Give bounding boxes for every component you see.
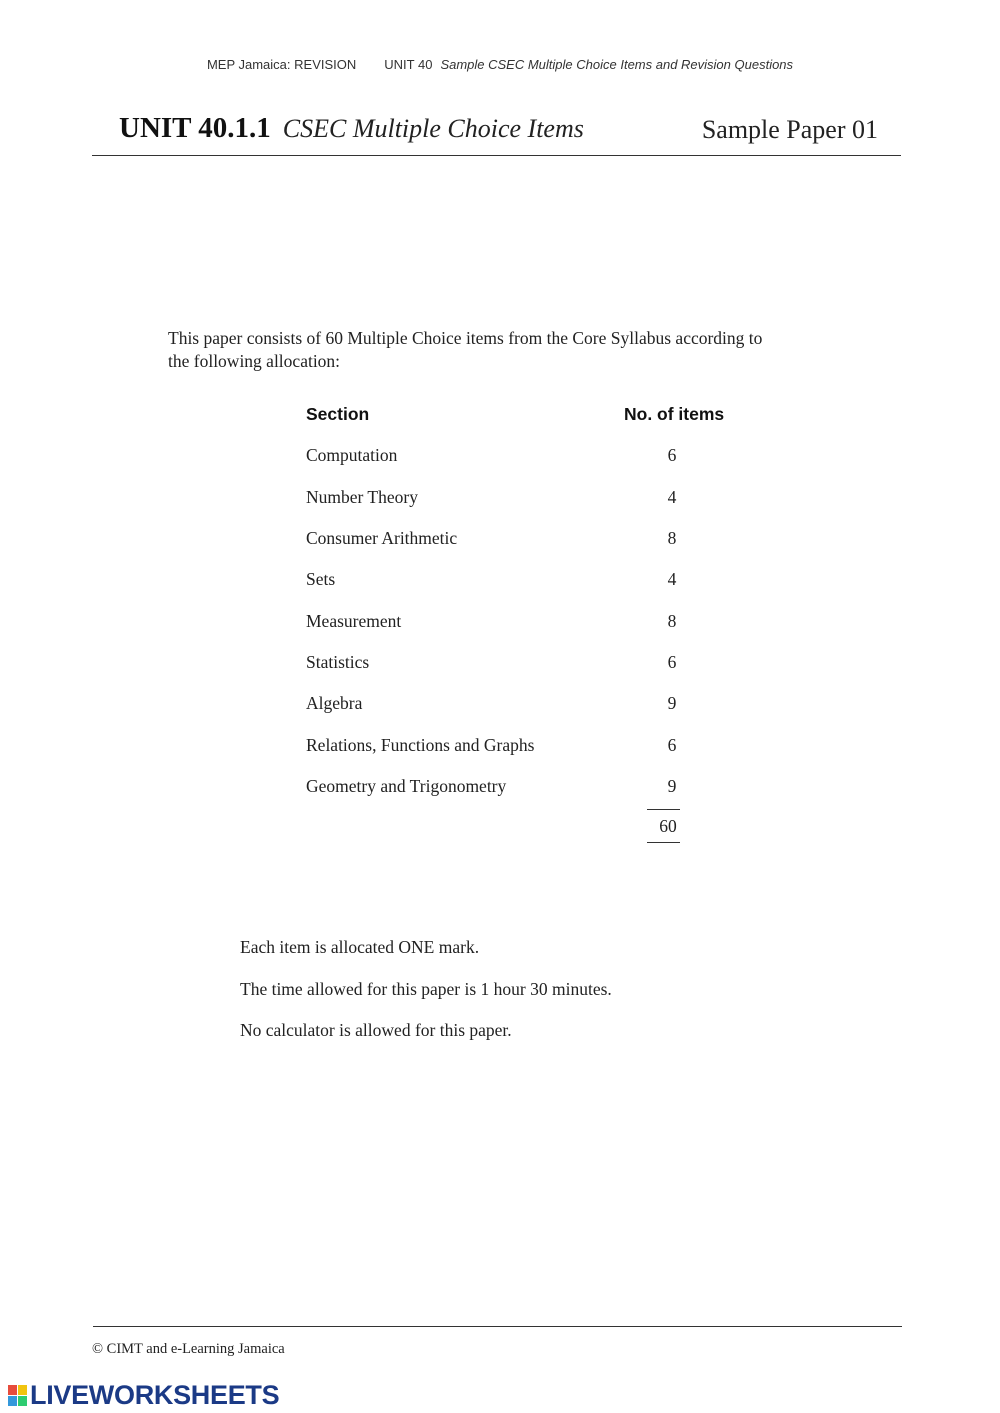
table-row [306, 445, 746, 469]
paper-name: Sample Paper 01 [701, 115, 878, 144]
item-count: 6 [667, 652, 677, 672]
table-row [306, 652, 746, 676]
section-name: Computation [306, 445, 398, 465]
table-row [306, 693, 746, 717]
table-row [306, 611, 746, 635]
intro-paragraph [168, 327, 828, 373]
unit-title: CSEC Multiple Choice Items [282, 114, 584, 143]
item-count: 6 [667, 445, 677, 465]
note-marks: Each item is allocated ONE mark. [240, 937, 480, 957]
table-row [306, 487, 746, 511]
table-row [306, 569, 746, 593]
item-count: 8 [667, 611, 677, 631]
running-header [0, 57, 1000, 72]
liveworksheets-logo [8, 1380, 279, 1410]
total-rule-top [647, 809, 680, 810]
section-name: Geometry and Trigonometry [306, 776, 507, 796]
item-count: 6 [667, 735, 677, 755]
page-title [119, 112, 584, 145]
section-column-header: Section [306, 404, 370, 424]
table-row [306, 735, 746, 759]
items-column-header: No. of items [624, 404, 725, 424]
blocks-icon [8, 1385, 28, 1407]
table-row [306, 528, 746, 552]
section-name: Relations, Functions and Graphs [306, 735, 535, 755]
note-calculator: No calculator is allowed for this paper. [240, 1020, 512, 1040]
section-name: Algebra [306, 693, 363, 713]
item-count: 4 [667, 569, 677, 589]
section-name: Statistics [306, 652, 370, 672]
section-name: Consumer Arithmetic [306, 528, 458, 548]
copyright: © CIMT and e-Learning Jamaica [92, 1341, 285, 1357]
section-name: Number Theory [306, 487, 418, 507]
intro-line-2: the following allocation: [168, 351, 341, 371]
item-count: 9 [667, 693, 677, 713]
intro-line-1: This paper consists of 60 Multiple Choice items from the Core Syllabus according to [168, 328, 763, 348]
liveworksheets-wordmark: LIVEWORKSHEETS [30, 1380, 280, 1410]
item-count: 8 [667, 528, 677, 548]
note-time: The time allowed for this paper is 1 hour 30 minutes. [240, 979, 612, 999]
footer-divider [93, 1326, 902, 1327]
total-items: 60 [659, 816, 677, 836]
running-header-subject: Sample CSEC Multiple Choice Items and Revision Questions [440, 57, 794, 72]
unit-number: UNIT 40.1.1 [119, 112, 271, 144]
table-row [306, 776, 746, 800]
total-rule-bottom [647, 842, 680, 843]
section-name: Sets [306, 569, 336, 589]
running-header-unit: UNIT 40 [384, 57, 433, 72]
item-count: 4 [667, 487, 677, 507]
title-divider [92, 155, 901, 156]
running-header-left: MEP Jamaica: REVISION [206, 57, 357, 72]
section-name: Measurement [306, 611, 402, 631]
item-count: 9 [667, 776, 677, 796]
